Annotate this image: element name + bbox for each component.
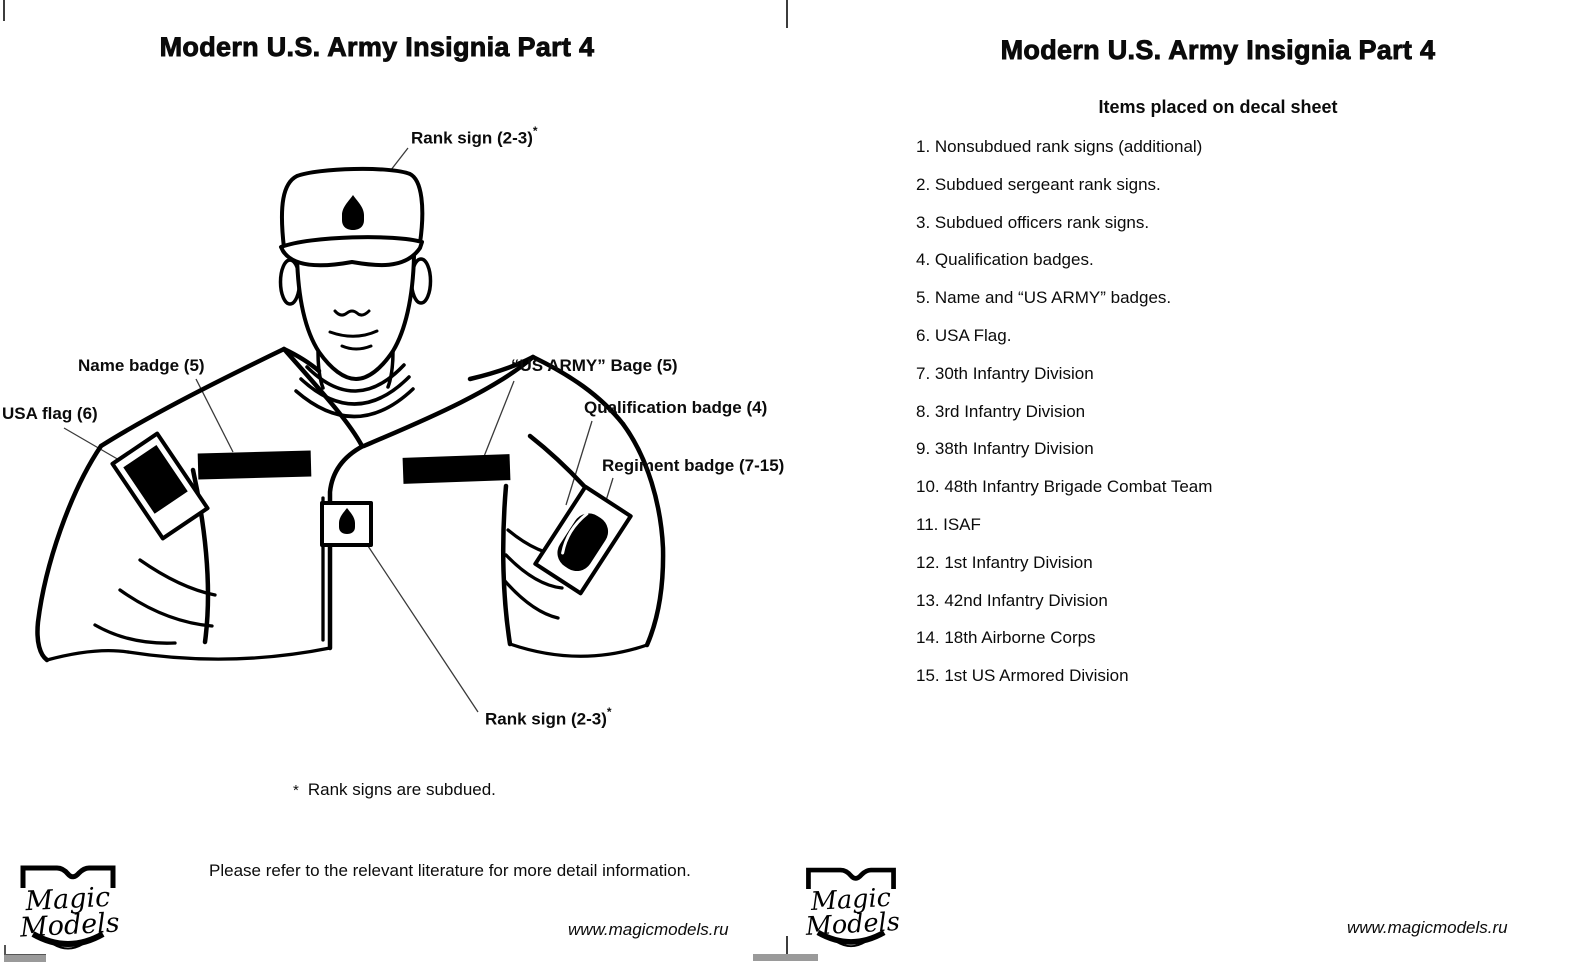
decal-item-list bbox=[916, 128, 1212, 695]
list-item: 9. 38th Infantry Division bbox=[916, 439, 1094, 459]
list-item: 11. ISAF bbox=[916, 514, 981, 534]
label-rank-sign-bottom bbox=[485, 707, 612, 730]
magic-models-logo-left bbox=[13, 858, 123, 954]
label-rank-sign-top-asterisk: * bbox=[532, 124, 538, 138]
list-item: 13. 42nd Infantry Division bbox=[916, 590, 1108, 610]
logo-word-models: Models bbox=[804, 907, 901, 942]
label-rank-sign-top bbox=[411, 126, 538, 149]
footnote-asterisk: * bbox=[293, 782, 299, 799]
crop-mark-bottom-left-h bbox=[4, 954, 46, 962]
leader-us-army-badge bbox=[483, 381, 514, 459]
reference-note: Please refer to the relevant literature for more detail information. bbox=[209, 861, 691, 880]
list-item: 2. Subdued sergeant rank signs. bbox=[916, 174, 1161, 194]
name-badge-rect bbox=[198, 451, 312, 480]
list-item: 10. 48th Infantry Brigade Combat Team bbox=[916, 477, 1213, 497]
crop-mark-bottom-center-v bbox=[786, 936, 788, 954]
label-regiment-badge: Regiment badge (7-15) bbox=[602, 456, 785, 475]
list-item: 4. Qualification badges. bbox=[916, 250, 1094, 270]
list-item: 6. USA Flag. bbox=[916, 325, 1012, 345]
list-item: 8. 3rd Infantry Division bbox=[916, 401, 1086, 421]
list-item: 7. 30th Infantry Division bbox=[916, 363, 1094, 383]
list-item: 12. 1st Infantry Division bbox=[916, 552, 1093, 572]
footnote-text: Rank signs are subdued. bbox=[307, 780, 496, 799]
list-item: 1. Nonsubdued rank signs (additional) bbox=[916, 137, 1203, 156]
cap-brim bbox=[281, 237, 422, 265]
label-rank-sign-top-text: Rank sign (2-3) bbox=[411, 128, 533, 148]
label-qualification-badge: Qualification badge (4) bbox=[584, 398, 768, 417]
website-right: www.magicmodels.ru bbox=[1347, 918, 1508, 937]
leader-rank-sign-bottom bbox=[368, 546, 478, 712]
list-item: 3. Subdued officers rank signs. bbox=[916, 212, 1150, 232]
logo-word-magic: Magic bbox=[810, 882, 892, 917]
decal-list-subtitle: Items placed on decal sheet bbox=[1098, 97, 1338, 117]
label-rank-sign-bottom-text: Rank sign (2-3) bbox=[485, 709, 607, 729]
logo-word-models: Models bbox=[19, 907, 121, 944]
list-item: 15. 1st US Armored Division bbox=[916, 666, 1129, 686]
label-usa-flag: USA flag (6) bbox=[2, 404, 98, 423]
footnote bbox=[293, 780, 496, 800]
right-page-title: Modern U.S. Army Insignia Part 4 bbox=[1000, 35, 1436, 65]
usa-flag-patch bbox=[112, 434, 207, 539]
face bbox=[297, 256, 414, 379]
list-item: 14. 18th Airborne Corps bbox=[916, 628, 1096, 648]
crop-mark-bottom-center-h bbox=[753, 954, 818, 961]
regiment-badge-patch bbox=[535, 487, 630, 594]
left-page-title: Modern U.S. Army Insignia Part 4 bbox=[159, 32, 595, 62]
logo-word-magic: Magic bbox=[24, 881, 111, 918]
label-name-badge: Name badge (5) bbox=[78, 356, 205, 375]
label-us-army-badge: “US ARMY” Bage (5) bbox=[511, 356, 678, 375]
soldier-insignia-diagram bbox=[0, 0, 790, 760]
list-item: 5. Name and “US ARMY” badges. bbox=[916, 288, 1172, 308]
label-rank-sign-bottom-asterisk: * bbox=[606, 705, 612, 719]
magic-models-logo-right bbox=[799, 860, 903, 952]
us-army-badge-rect bbox=[403, 454, 511, 484]
website-left: www.magicmodels.ru bbox=[568, 920, 729, 939]
